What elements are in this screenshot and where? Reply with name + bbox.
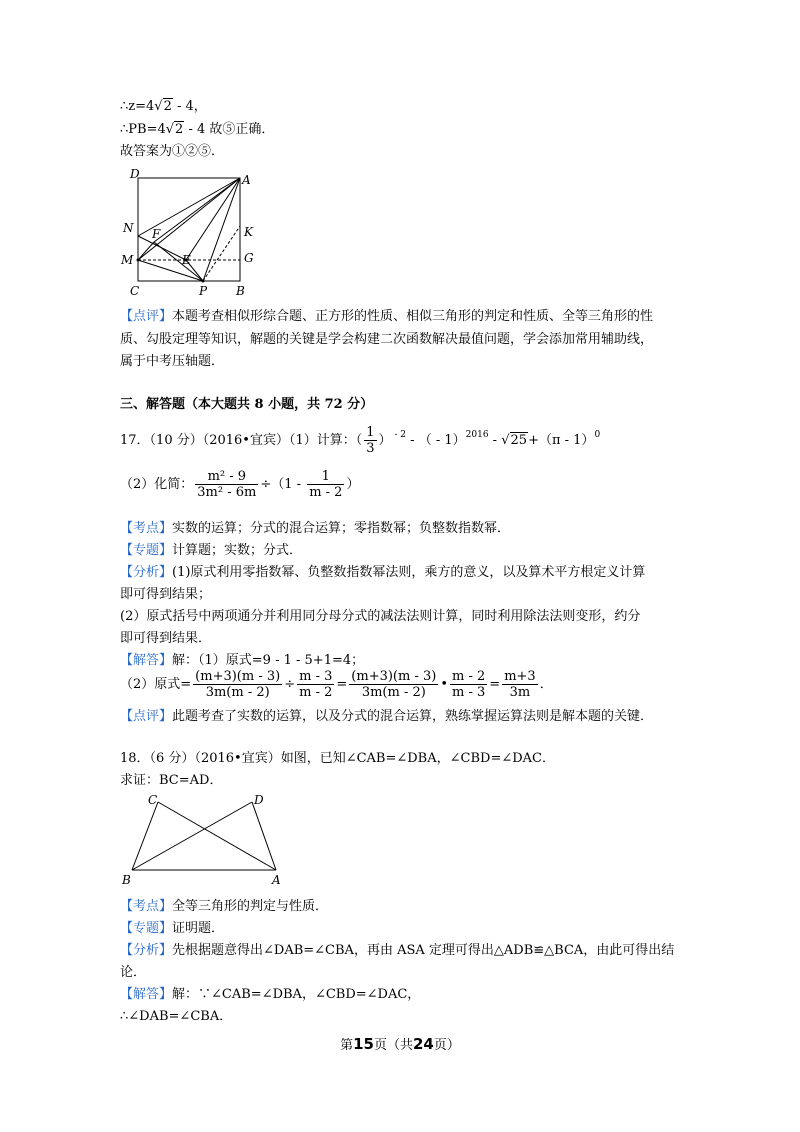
q18-zhuanti: 【专题】证明题．: [120, 921, 225, 936]
triangle-figure: [118, 790, 293, 890]
fraction-one-third: $\frac{1}{3}$: [366, 425, 375, 456]
q18-question: 18．（6 分）（2016•宜宾）如图，已知∠CAB=∠DBA，∠CBD=∠DAC．: [120, 751, 555, 766]
line-z: ∴z=4√2 - 4，: [120, 99, 207, 114]
label-C: C: [148, 793, 158, 807]
q17-zhuanti: 【专题】计算题；实数；分式．: [120, 543, 303, 558]
review-1-line2: 质、勾股定理等知识，解题的关键是学会构建二次函数解决最值问题，学会添加常用辅助线，: [120, 332, 654, 347]
q17-fenxi-4: 即可得到结果．: [120, 631, 212, 646]
label-G: G: [244, 251, 254, 265]
review-1-line1: 【点评】本题考查相似形综合题、正方形的性质、相似三角形的判定和性质、全等三角形的性: [120, 309, 654, 324]
label-A: A: [272, 873, 281, 887]
q17-kaodian: 【考点】实数的运算；分式的混合运算；零指数幂；负整数指数幂．: [120, 521, 511, 536]
q17-jieda-2: （2）原式= $\frac{(m+3)(m - 3)}{3m(m - 2)}$ ÷ $\frac{m - 3}{m - 2}$ = $\frac{(m+3)(m - 3)}{3m(m - 2)}$ • $\frac{m - 2}{m - 3}$ = $\frac{m+3}{3m}$ ．: [120, 669, 553, 700]
label-E: E: [182, 253, 191, 267]
q18-jieda-2: ∴∠DAB=∠CBA．: [120, 1009, 233, 1024]
fraction-e: $\frac{m+3}{3m}$: [504, 669, 536, 700]
q17-dianping: 【点评】此题考查了实数的运算，以及分式的混合运算，熟练掌握运算法则是解本题的关键．: [120, 709, 654, 724]
q18-jieda-1: 【解答】解：∵∠CAB=∠DBA，∠CBD=∠DAC，: [120, 987, 421, 1002]
fraction-c: $\frac{(m+3)(m - 3)}{3m(m - 2)}$: [351, 669, 437, 700]
q17-question: 17．（10 分）（2016•宜宾）（1）计算：（ $\frac{1}{3}$ ） $^{- 2}$ - （ - 1）$^{2016}$ - √25+（π - 1）$^0$: [120, 425, 601, 456]
q18-fenxi-2: 论．: [120, 965, 147, 980]
q17-fenxi-3: (2）原式括号中两项通分并利用同分母分式的减法法则计算，同时利用除法法则变形，约分: [120, 609, 641, 624]
label-K: K: [244, 225, 253, 239]
q17-fenxi-1: 【分析】(1)原式利用零指数幂、负整数指数幂法则，乘方的意义，以及算术平方根定义计算: [120, 565, 646, 580]
review-1-line3: 属于中考压轴题．: [120, 354, 225, 369]
label-B: B: [122, 873, 131, 887]
square-figure: [118, 166, 258, 300]
label-A: A: [242, 173, 251, 187]
label-N: N: [123, 221, 134, 235]
label-D: D: [254, 793, 264, 807]
label-B: B: [236, 284, 245, 298]
q17-jieda-1: 【解答】解：（1）原式=9 - 1 - 5+1=4；: [120, 653, 365, 668]
q17-part2: （2）化简： $\frac{\text{m² - 9}}{\text{3m² - 6m}}$ ÷（1 - $\frac{1}{m - 2}$ ）: [120, 469, 360, 500]
answer-line: 故答案为①②⑤．: [120, 144, 225, 159]
line-pb: ∴PB=4√2 - 4 故⑤正确．: [120, 122, 275, 137]
fraction-inner: $\frac{1}{m - 2}$: [309, 469, 343, 500]
label-P: P: [199, 284, 208, 298]
fraction-simplify: $\frac{\text{m² - 9}}{\text{3m² - 6m}}$: [197, 469, 257, 500]
q18-kaodian: 【考点】全等三角形的判定与性质．: [120, 899, 329, 914]
q18-prove: 求证：BC=AD．: [120, 773, 223, 788]
page-footer: 第15页（共24页）: [340, 1035, 460, 1053]
section-title: 三、解答题（本大题共 8 小题，共 72 分）: [120, 397, 374, 412]
q17-fenxi-2: 即可得到结果；: [120, 587, 212, 602]
label-C: C: [130, 284, 140, 298]
label-M: M: [121, 253, 134, 267]
q18-fenxi-1: 【分析】先根据题意得出∠DAB=∠CBA，再由 ASA 定理可得出△ADB≌△BCA，由此可得出结: [120, 943, 675, 958]
fraction-b: $\frac{m - 3}{m - 2}$: [299, 669, 333, 700]
fraction-d: $\frac{m - 2}{m - 3}$: [452, 669, 486, 700]
label-D: D: [130, 167, 140, 181]
label-F: F: [152, 227, 161, 241]
fraction-a: $\frac{(m+3)(m - 3)}{3m(m - 2)}$: [195, 669, 281, 700]
